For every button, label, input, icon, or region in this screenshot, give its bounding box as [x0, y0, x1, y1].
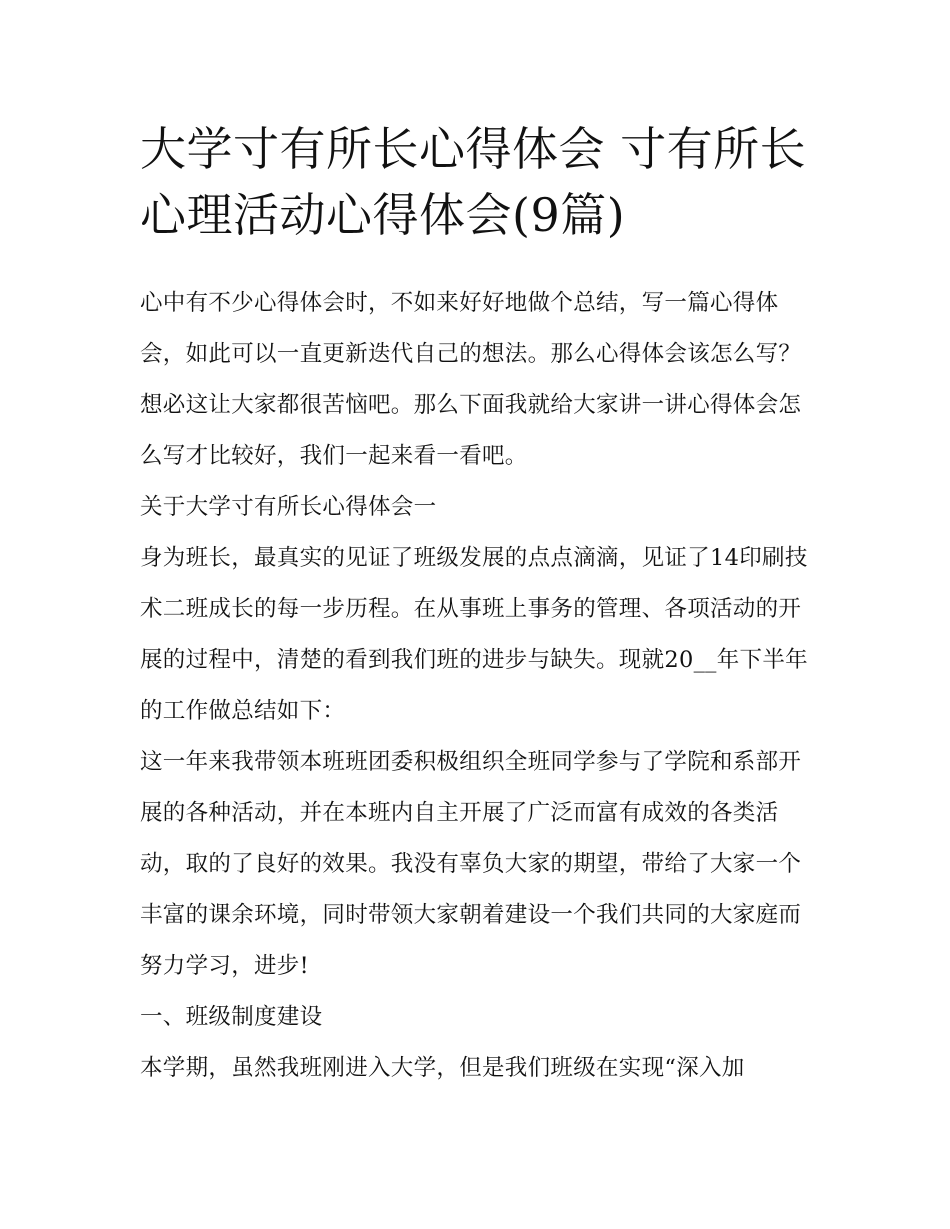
body-paragraph: 身为班长，最真实的见证了班级发展的点点滴滴，见证了14印刷技术二班成长的每一步历程。在从事班上事务的管理、各项活动的开展的过程中，清楚的看到我们班的进步与缺失。现就20__年下半年的工作做总结如下： [140, 545, 808, 724]
document-body [140, 278, 815, 1094]
intro-paragraph: 心中有不少心得体会时，不如来好好地做个总结，写一篇心得体会，如此可以一直更新迭代自己的想法。那么心得体会该怎么写？想必这让大家都很苦恼吧。那么下面我就给大家讲一讲心得体会怎么写才比较好，我们一起来看一看吧。 [140, 290, 802, 469]
subsection-heading: 一、班级制度建设 [140, 1004, 323, 1030]
section-heading: 关于大学寸有所长心得体会一 [140, 494, 437, 520]
document-title: 大学寸有所长心得体会 寸有所长心理活动心得体会(9篇) [140, 122, 807, 242]
body-paragraph: 本学期，虽然我班刚进入大学，但是我们班级在实现“深入加 [140, 1055, 745, 1081]
body-paragraph: 这一年来我带领本班班团委积极组织全班同学参与了学院和系部开展的各种活动，并在本班内自主开展了广泛而富有成效的各类活动，取的了良好的效果。我没有辜负大家的期望，带给了大家一个丰富的课余环境，同时带领大家朝着建设一个我们共同的大家庭而努力学习，进步! [140, 749, 802, 979]
